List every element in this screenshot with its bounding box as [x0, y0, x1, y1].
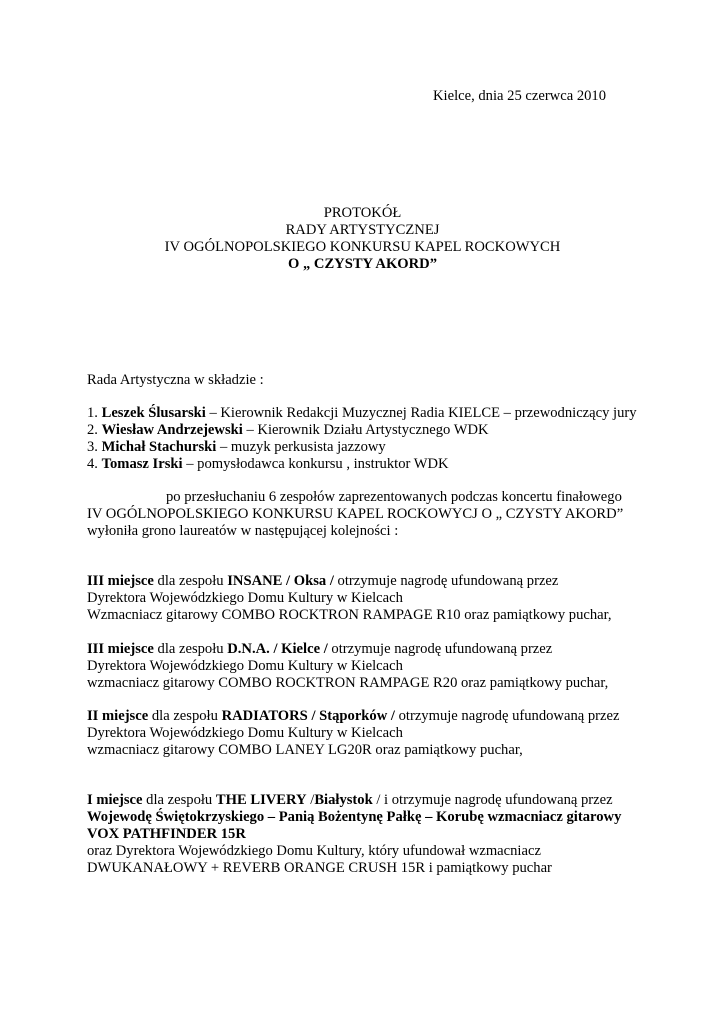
member-role: – muzyk perkusista jazzowy [216, 439, 386, 455]
member-name: Tomasz Irski [101, 456, 183, 472]
award-line-1 [87, 641, 687, 658]
jury-member [87, 439, 687, 456]
award-place: III miejsce [87, 641, 154, 657]
first-place-line-5: DWUKANAŁOWY + REVERB ORANGE CRUSH 15R i pamiątkowy puchar [87, 860, 552, 876]
member-role: – Kierownik Działu Artystycznego WDK [242, 422, 489, 438]
award-text: otrzymuje nagrodę ufundowaną przez [333, 573, 559, 589]
result-paragraph [87, 489, 687, 540]
award-entry [87, 573, 687, 624]
award-line-2: Dyrektora Wojewódzkiego Domu Kultury w Kielcach [87, 658, 403, 674]
first-place-line-4: oraz Dyrektora Wojewódzkiego Domu Kultury, który ufundował wzmacniacz [87, 843, 541, 859]
paragraph-line-1: po przesłuchaniu 6 zespołów zaprezentowanych podczas koncertu finałowego [166, 489, 622, 505]
jury-member [87, 422, 687, 439]
award-band: RADIATORS / Stąporków / [221, 708, 395, 724]
award-text: dla zespołu [142, 792, 216, 808]
paragraph-line-2: IV OGÓLNOPOLSKIEGO KONKURSU KAPEL ROCKOWYCJ O „ CZYSTY AKORD” [87, 506, 624, 522]
first-place-sponsor: Wojewodę Świętokrzyskiego – Panią Bożentynę Pałkę – Korubę wzmacniacz gitarowy [87, 809, 622, 825]
first-place-prize: VOX PATHFINDER 15R [87, 826, 246, 842]
member-number: 4. [87, 456, 102, 472]
title-line-1: PROTOKÓŁ [323, 205, 402, 221]
title-line-2: RADY ARTYSTYCZNEJ [285, 222, 440, 238]
award-city: Białystok [314, 792, 373, 808]
jury-member [87, 456, 687, 473]
jury-member [87, 405, 687, 422]
intro-text: Rada Artystyczna w składzie : [87, 372, 264, 388]
award-place: II miejsce [87, 708, 149, 724]
award-band: D.N.A. / Kielce / [227, 641, 328, 657]
title-line-3: IV OGÓLNOPOLSKIEGO KONKURSU KAPEL ROCKOWYCH [164, 239, 561, 255]
first-place-line-1 [87, 792, 687, 809]
jury-intro [87, 372, 687, 389]
title-line-4-text: O „ CZYSTY AKORD” [287, 256, 438, 272]
award-place: III miejsce [87, 573, 154, 589]
member-name: Wiesław Andrzejewski [101, 422, 243, 438]
award-text: otrzymuje nagrodę ufundowaną przez [327, 641, 553, 657]
award-line-3: Wzmacniacz gitarowy COMBO ROCKTRON RAMPAGE R10 oraz pamiątkowy puchar, [87, 607, 612, 623]
award-text: dla zespołu [148, 708, 222, 724]
award-place: I miejsce [87, 792, 143, 808]
member-role: – pomysłodawca konkursu , instruktor WDK [182, 456, 449, 472]
first-place-line-3 [87, 826, 687, 843]
award-entry [87, 641, 687, 692]
paragraph-line-3: wyłoniła grono laureatów w następującej kolejności : [87, 523, 399, 539]
title-line-4 [0, 256, 725, 273]
member-name: Leszek Ślusarski [101, 405, 206, 421]
document-title [0, 205, 725, 273]
award-text: dla zespołu [153, 573, 228, 589]
member-number: 1. [87, 405, 102, 421]
award-band: INSANE / Oksa / [227, 573, 334, 589]
award-text: otrzymuje nagrodę ufundowaną przez [394, 708, 620, 724]
award-text: / [306, 792, 315, 808]
member-role: – Kierownik Redakcji Muzycznej Radia KIELCE – przewodniczący jury [205, 405, 637, 421]
award-line-2: Dyrektora Wojewódzkiego Domu Kultury w Kielcach [87, 725, 403, 741]
award-line-1 [87, 708, 687, 725]
document-date: Kielce, dnia 25 czerwca 2010 [433, 88, 607, 104]
member-number: 2. [87, 422, 102, 438]
award-entry [87, 708, 687, 759]
award-text: dla zespołu [153, 641, 228, 657]
award-line-3: wzmacniacz gitarowy COMBO ROCKTRON RAMPAGE R20 oraz pamiątkowy puchar, [87, 675, 609, 691]
first-place-entry [87, 792, 687, 877]
award-line-2: Dyrektora Wojewódzkiego Domu Kultury w Kielcach [87, 590, 403, 606]
award-text: / i otrzymuje nagrodę ufundowaną przez [372, 792, 613, 808]
award-line-1 [87, 573, 687, 590]
jury-list [87, 405, 687, 473]
member-name: Michał Stachurski [101, 439, 217, 455]
award-line-3: wzmacniacz gitarowy COMBO LANEY LG20R oraz pamiątkowy puchar, [87, 742, 523, 758]
first-place-line-2 [87, 809, 687, 826]
member-number: 3. [87, 439, 102, 455]
award-band: THE LIVERY [215, 792, 307, 808]
